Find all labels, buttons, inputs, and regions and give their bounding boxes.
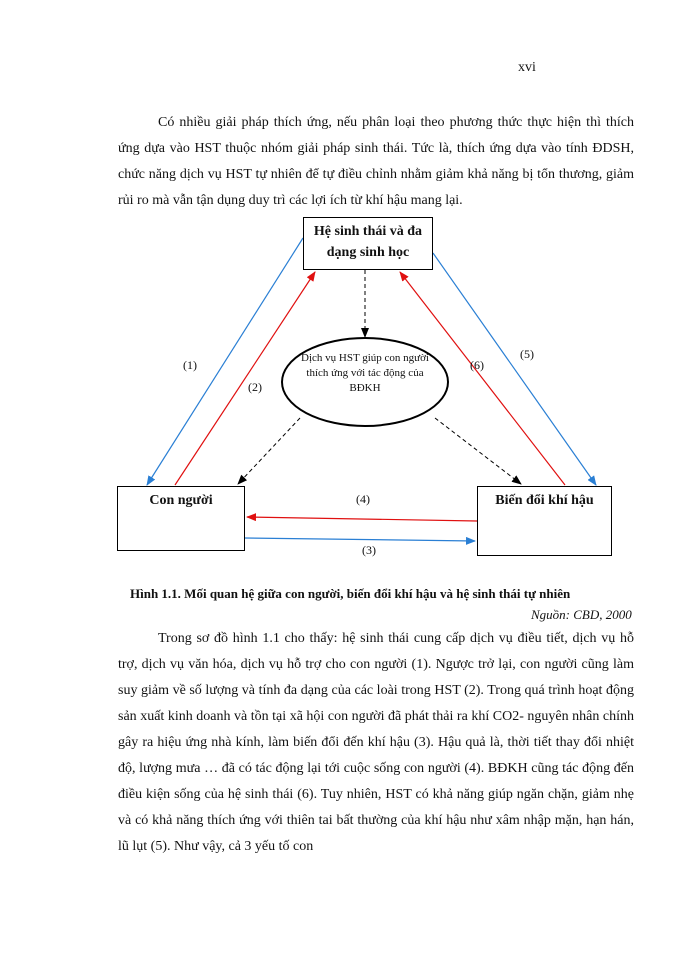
arrow-4-climate-to-humans: [247, 517, 477, 521]
arrow-3-humans-to-climate: [245, 538, 475, 541]
intro-paragraph-text: Có nhiều giải pháp thích ứng, nếu phân loại theo phương thức thực hiện thì thích ứng dựa vào HST thuộc nhóm giải pháp sinh thái. Tức là, thích ứng dựa vào tính ĐDSH, chức năng dịch vụ HST tự nhiên để tự điều chỉnh nhằm giảm khả năng bị tổn thương, giảm rủi ro mà vẫn tận dụng duy trì các lợi ích từ khí hậu mang lại.: [118, 115, 634, 208]
arrow-label-4: (4): [356, 492, 370, 506]
service-ellipse-label: Dịch vụ HST giúp con người thích ứng với tác động của BĐKH: [301, 352, 429, 394]
relationship-diagram: [100, 210, 640, 580]
body-paragraph-text: Trong sơ đồ hình 1.1 cho thấy: hệ sinh thái cung cấp dịch vụ điều tiết, dịch vụ hỗ trợ, dịch vụ văn hóa, dịch vụ hỗ trợ cho con người (1). Ngược trở lại, con người cũng làm suy giảm về số lượng và tính đa dạng của các loài trong HST (2). Trong quá trình hoạt động sản xuất kinh doanh và tồn tại xã hội con người đã phát thải ra khí CO2- nguyên nhân chính gây ra hiệu ứng nhà kính, làm biến đổi đến khí hậu (3). Hậu quả là, thời tiết thay đổi nhiệt độ, lượng mưa … đã có tác động lại tới cuộc sống con người (4). BĐKH cũng tác động đến điều kiện sống của hệ sinh thái (6). Tuy nhiên, HST có khả năng giúp ngăn chặn, giảm nhẹ và có khả năng thích ứng với thiên tai bất thường của khí hậu như xâm nhập mặn, hạn hán, lũ lụt (5). Như vậy, cả 3 yếu tố con: [118, 631, 634, 854]
figure-source: Nguồn: CBD, 2000: [531, 607, 632, 622]
page-number: xvi: [518, 60, 536, 75]
ecosystem-node: Hệ sinh thái và đa dạng sinh học: [303, 217, 433, 270]
arrow-5-ecosystem-to-climate: [433, 253, 596, 485]
intro-paragraph: [118, 110, 634, 214]
arrow-label-5: (5): [520, 347, 534, 361]
figure-caption: Hình 1.1. Mối quan hệ giữa con người, biến đổi khí hậu và hệ sinh thái tự nhiên: [130, 586, 571, 601]
climate-change-node: Biến đổi khí hậu: [477, 486, 612, 556]
humans-node: Con người: [117, 486, 245, 551]
dashed-arrow-service-to-climate: [435, 418, 521, 484]
arrow-label-6: (6): [470, 358, 484, 372]
arrow-label-2: (2): [248, 380, 262, 394]
arrow-label-1: (1): [183, 358, 197, 372]
dashed-arrow-service-to-humans: [238, 418, 300, 484]
body-paragraph: [118, 626, 634, 860]
arrow-1-ecosystem-to-humans: [147, 238, 303, 485]
arrow-label-3: (3): [362, 543, 376, 557]
